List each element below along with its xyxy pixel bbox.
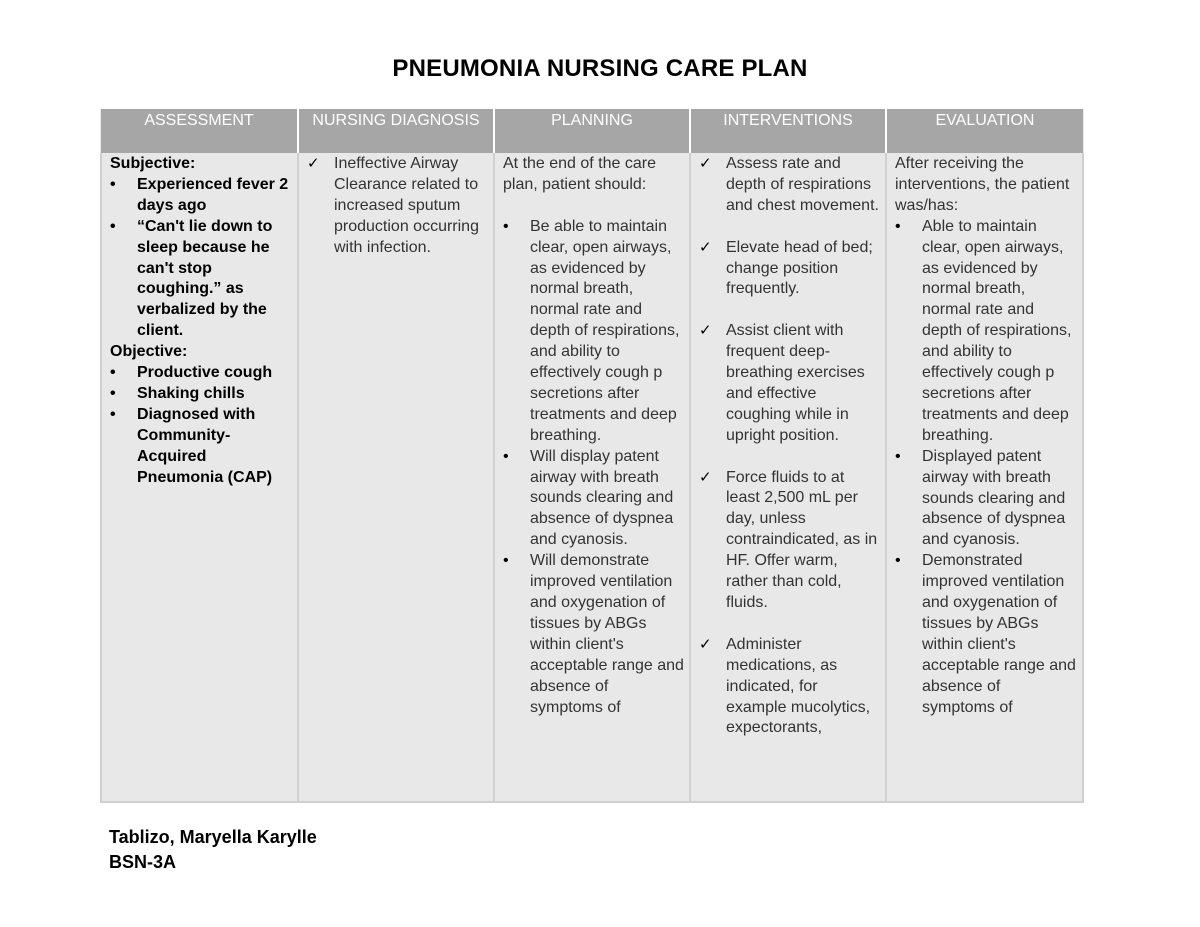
evaluation-intro: After receiving the interventions, the patient was/has: bbox=[895, 155, 1070, 214]
diagnosis-item: ✓ Ineffective Airway Clearance related to increased sputum production occurring with infection. bbox=[307, 154, 488, 259]
header-nursing-diagnosis: NURSING DIAGNOSIS bbox=[298, 109, 494, 153]
author-block bbox=[109, 825, 317, 875]
list-item: • Diagnosed with Community-Acquired Pneumonia (CAP) bbox=[110, 405, 292, 489]
diagnosis-cell bbox=[298, 153, 494, 802]
objective-label: Objective: bbox=[110, 343, 188, 361]
list-item: ✓ Assist client with frequent deep-breathing exercises and effective coughing while in upright position. bbox=[699, 321, 880, 446]
table-row bbox=[101, 153, 1083, 802]
list-item: • Shaking chills bbox=[110, 384, 292, 405]
list-item: ✓ Assess rate and depth of respirations and chest movement. bbox=[699, 154, 880, 217]
list-item: • Productive cough bbox=[110, 363, 292, 384]
header-assessment: ASSESSMENT bbox=[101, 109, 298, 153]
care-plan-table bbox=[100, 109, 1084, 803]
planning-cell bbox=[494, 153, 690, 802]
page-title: PNEUMONIA NURSING CARE PLAN bbox=[392, 55, 808, 82]
assessment-cell bbox=[101, 153, 298, 802]
subjective-label: Subjective: bbox=[110, 155, 196, 172]
header-planning: PLANNING bbox=[494, 109, 690, 153]
list-item: ✓ Administer medications, as indicated, for example mucolytics, expectorants, bbox=[699, 635, 880, 740]
list-item: • Will display patent airway with breath sounds clearing and absence of dyspnea and cyanosis. bbox=[503, 447, 684, 552]
planning-intro: At the end of the care plan, patient should: bbox=[503, 155, 656, 193]
list-item: • Will demonstrate improved ventilation and oxygenation of tissues by ABGs within client's acceptable range and absence of symptoms of bbox=[503, 551, 684, 718]
header-interventions: INTERVENTIONS bbox=[690, 109, 886, 153]
interventions-cell bbox=[690, 153, 886, 802]
author-section: BSN-3A bbox=[109, 852, 177, 872]
list-item: ✓ Elevate head of bed; change position frequently. bbox=[699, 238, 880, 301]
table-header-row bbox=[101, 109, 1083, 153]
header-evaluation: EVALUATION bbox=[886, 109, 1083, 153]
list-item: • Demonstrated improved ventilation and oxygenation of tissues by ABGs within client's acceptable range and absence of symptoms of bbox=[895, 551, 1077, 718]
author-name: Tablizo, Maryella Karylle bbox=[109, 827, 317, 847]
list-item: • Displayed patent airway with breath sounds clearing and absence of dyspnea and cyanosis. bbox=[895, 447, 1077, 552]
list-item: • Experienced fever 2 days ago bbox=[110, 175, 292, 217]
list-item: ✓ Force fluids to at least 2,500 mL per day, unless contraindicated, as in HF. Offer warm, rather than cold, fluids. bbox=[699, 468, 880, 614]
list-item: • “Can't lie down to sleep because he can't stop coughing.” as verbalized by the client. bbox=[110, 217, 292, 342]
list-item: • Able to maintain clear, open airways, as evidenced by normal breath, normal rate and depth of respirations, and ability to effectively cough p secretions after treatments and deep breathing. bbox=[895, 217, 1077, 447]
list-item: • Be able to maintain clear, open airways, as evidenced by normal breath, normal rate and depth of respirations, and ability to effectively cough p secretions after treatments and deep breathing. bbox=[503, 217, 684, 447]
evaluation-cell bbox=[886, 153, 1083, 802]
